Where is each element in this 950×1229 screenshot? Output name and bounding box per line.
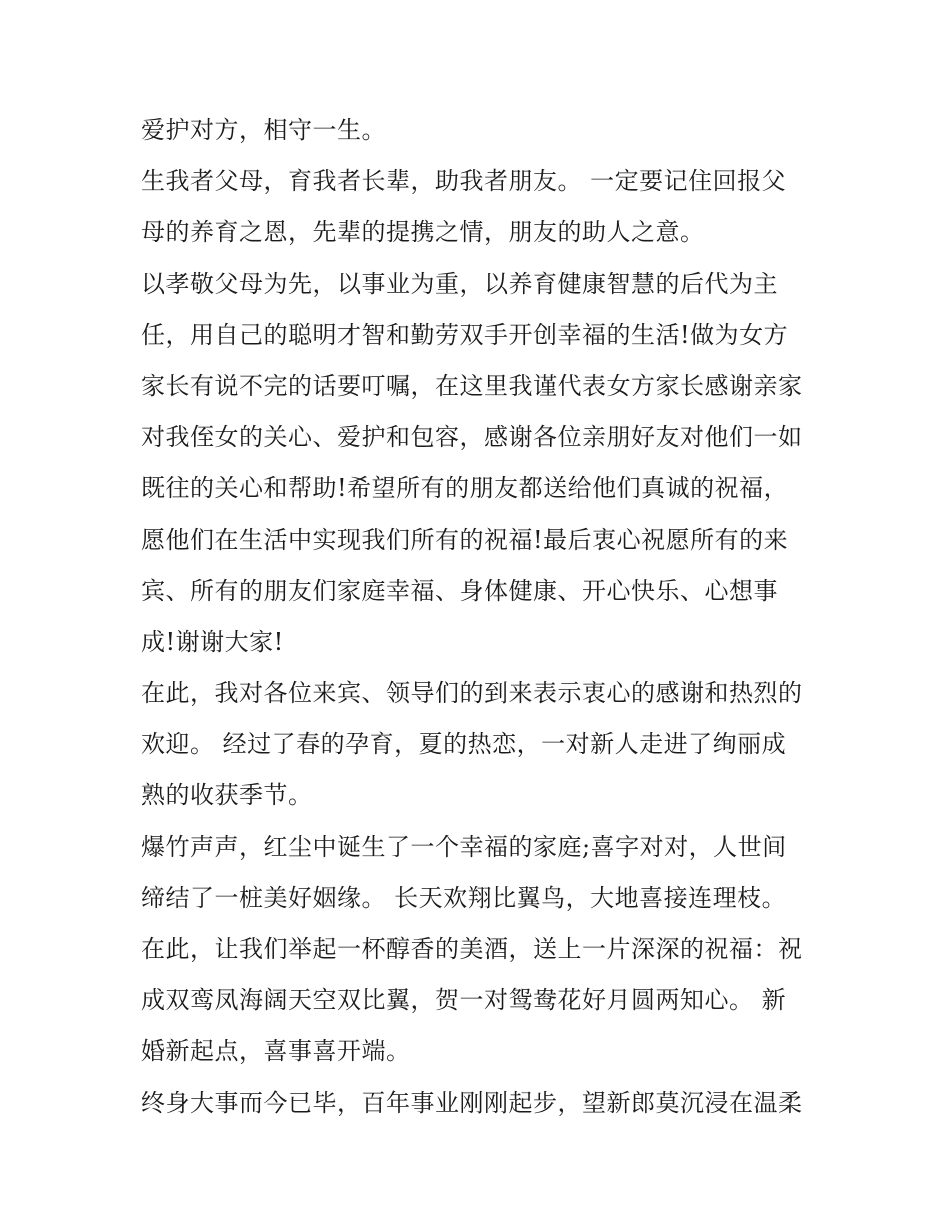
text-line: 母的养育之恩，先辈的提携之情，朋友的助人之意。 xyxy=(141,218,705,247)
text-line: 爱护对方，相守一生。 xyxy=(141,116,386,144)
text-line: 成!谢谢大家! xyxy=(141,627,284,656)
text-line: 在此，我对各位来宾、领导们的到来表示衷心的感谢和热烈的 xyxy=(141,679,803,708)
text-line: 在此，让我们举起一杯醇香的美酒，送上一片深深的祝福：祝 xyxy=(141,935,803,963)
text-line: 既往的关心和帮助!希望所有的朋友都送给他们真诚的祝福， xyxy=(141,474,789,503)
text-line: 任，用自己的聪明才智和勤劳双手开创幸福的生活!做为女方 xyxy=(141,320,789,349)
text-line: 愿他们在生活中实现我们所有的祝福!最后衷心祝愿所有的来 xyxy=(141,525,789,554)
text-line: 生我者父母，育我者长辈，助我者朋友。 一定要记住回报父 xyxy=(141,167,787,196)
text-line: 欢迎。 经过了春的孕育，夏的热恋，一对新人走进了绚丽成 xyxy=(141,730,787,759)
text-line: 成双鸾凤海阔天空双比翼，贺一对鸳鸯花好月圆两知心。 新 xyxy=(141,986,787,1015)
text-line: 爆竹声声，红尘中诞生了一个幸福的家庭;喜字对对，人世间 xyxy=(141,832,787,861)
text-line: 以孝敬父母为先，以事业为重，以养育健康智慧的后代为主 xyxy=(141,269,778,298)
text-line: 对我侄女的关心、爱护和包容，感谢各位亲朋好友对他们一如 xyxy=(141,423,803,452)
text-line: 缔结了一桩美好姻缘。 长天欢翔比翼鸟，大地喜接连理枝。 xyxy=(141,883,787,912)
document-body xyxy=(141,108,821,1132)
text-line: 家长有说不完的话要叮嘱，在这里我谨代表女方家长感谢亲家 xyxy=(141,371,803,400)
text-line: 宾、所有的朋友们家庭幸福、身体健康、开心快乐、心想事 xyxy=(141,576,778,605)
text-line: 熟的收获季节。 xyxy=(141,781,313,810)
text-line: 婚新起点，喜事喜开端。 xyxy=(141,1037,411,1066)
text-line: 终身大事而今已毕，百年事业刚刚起步，望新郎莫沉浸在温柔 xyxy=(141,1088,803,1117)
